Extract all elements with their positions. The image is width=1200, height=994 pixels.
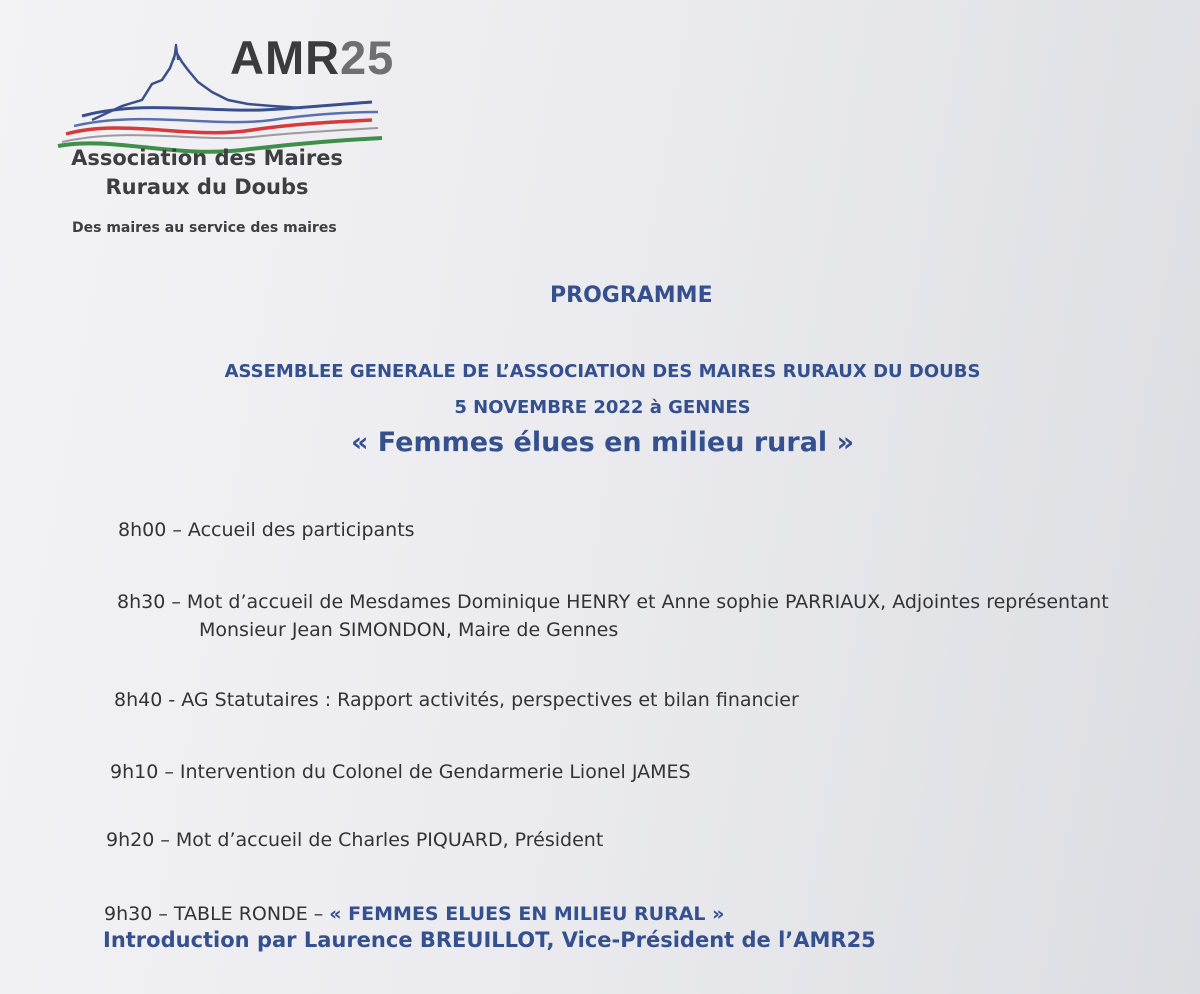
- schedule-sep: –: [165, 591, 187, 613]
- tagline: Des maires au service des maires: [72, 220, 337, 236]
- schedule-item: [104, 903, 724, 925]
- schedule-time: 9h10: [110, 761, 159, 783]
- schedule-time: 8h40: [114, 689, 163, 711]
- association-name-line2: Ruraux du Doubs: [105, 175, 309, 199]
- schedule-text: Accueil des participants: [187, 519, 415, 541]
- introduction-line: Introduction par Laurence BREUILLOT, Vice-Président de l’AMR25: [103, 928, 876, 952]
- association-name-line1: Association des Maires: [71, 146, 343, 170]
- logo-title: AMR25: [230, 31, 395, 84]
- page-title: PROGRAMME: [550, 283, 713, 308]
- schedule-item: [110, 761, 691, 783]
- schedule-sep: –: [152, 903, 174, 925]
- schedule-text: Intervention du Colonel de Gendarmerie Lionel JAMES: [179, 761, 691, 783]
- schedule-text: TABLE RONDE –: [173, 903, 330, 925]
- round-table-theme: « FEMMES ELUES EN MILIEU RURAL »: [329, 903, 725, 925]
- event-date: 5 NOVEMBRE 2022 à GENNES: [454, 397, 751, 418]
- schedule-sep: –: [154, 829, 176, 851]
- schedule-item: [114, 689, 799, 711]
- schedule-text: AG Statutaires : Rapport activités, perspectives et bilan financier: [181, 689, 799, 711]
- association-name: [62, 144, 352, 202]
- schedule-item: [118, 519, 415, 541]
- bleed-through-text: ​: [439, 195, 441, 233]
- event-subtitle: ASSEMBLEE GENERALE DE L’ASSOCIATION DES MAIRES RURAUX DU DOUBS: [224, 361, 981, 382]
- schedule-text: Mot d’accueil de Charles PIQUARD, Président: [175, 829, 604, 851]
- schedule-continuation: Monsieur Jean SIMONDON, Maire de Gennes: [199, 619, 619, 641]
- schedule-text: Mot d’accueil de Mesdames Dominique HENRY et Anne sophie PARRIAUX, Adjointes représentant: [186, 591, 1109, 613]
- schedule-item: [106, 829, 603, 851]
- schedule-time: 8h00: [118, 519, 167, 541]
- schedule-time: 8h30: [117, 591, 166, 613]
- schedule-sep: –: [166, 519, 188, 541]
- schedule-sep: –: [158, 761, 180, 783]
- logo-digits: 25: [340, 31, 395, 84]
- schedule-item: [117, 591, 1109, 641]
- schedule-sep: -: [162, 689, 182, 711]
- schedule-time: 9h30: [104, 903, 153, 925]
- event-theme: « Femmes élues en milieu rural »: [350, 427, 855, 458]
- schedule-time: 9h20: [106, 829, 155, 851]
- amr25-logo: [52, 20, 432, 250]
